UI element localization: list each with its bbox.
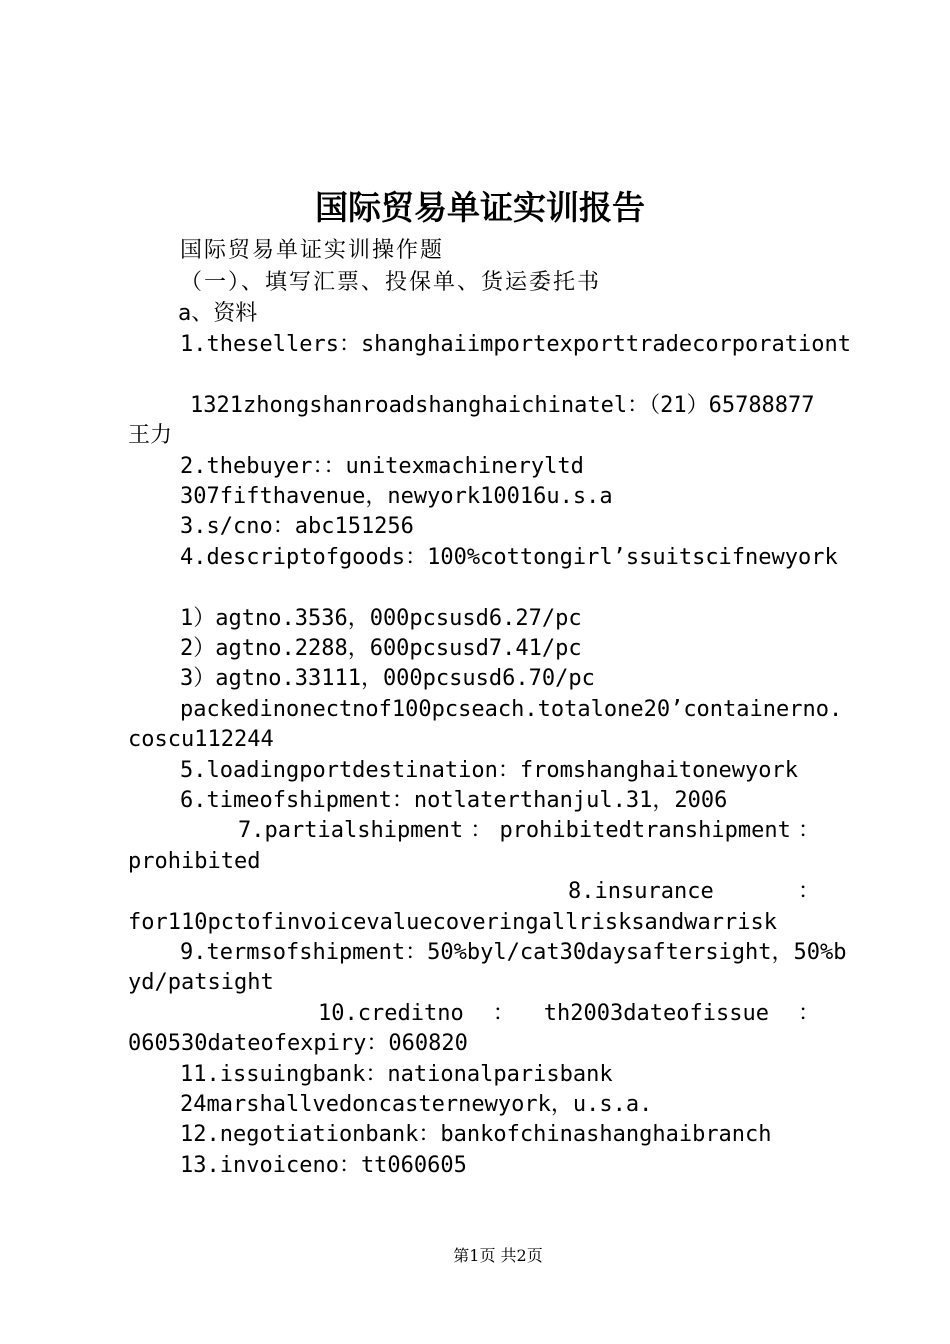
item-sc-no: 3.s/cno：abc151256	[180, 514, 414, 539]
item-credit	[318, 999, 820, 1029]
item-goods-1: 1）agtno.3536，000pcsusd6.27/pc	[180, 606, 582, 631]
item-time: 6.timeofshipment：notlaterthanjul.31，2006	[180, 788, 728, 813]
document-title: 国际贸易单证实训报告	[315, 188, 645, 227]
item-goods-3: 3）agtno.33111，000pcsusd6.70/pc	[180, 666, 595, 691]
item-insurance	[568, 877, 820, 907]
item-goods-2: 2）agtno.2288，600pcsusd7.41/pc	[180, 636, 582, 661]
item-negotiation-bank: 12.negotiationbank：bankofchinashanghaibranch	[180, 1122, 772, 1147]
item-packing-cont: coscu112244	[128, 727, 274, 752]
item-terms: 9.termsofshipment：50%byl/cat30daysaftersight，50%b	[180, 940, 847, 965]
item-buyer: 2.thebuyer：：unitexmachineryltd	[180, 454, 584, 479]
insurance-label: 8.insurance	[568, 879, 714, 904]
item-buyer-address: 307fifthavenue，newyork10016u.s.a	[180, 484, 613, 509]
credit-label: 10.creditno	[318, 1001, 464, 1026]
item-issuing-bank: 11.issuingbank：nationalparisbank	[180, 1062, 613, 1087]
item-credit-cont: 060530dateofexpiry：060820	[128, 1031, 468, 1056]
item-sellers-name: 王力	[128, 423, 173, 448]
item-partial	[238, 816, 820, 846]
item-insurance-cont: for110pctofinvoicevaluecoveringallrisksandwarrisk	[128, 910, 778, 935]
item-sellers-address: 1321zhongshanroadshanghaichinatel：（21）65788877	[190, 393, 815, 418]
page-footer: 第1页 共2页	[453, 1246, 543, 1265]
item-port: 5.loadingportdestination：fromshanghaitonewyork	[180, 758, 799, 783]
item-sellers: 1.thesellers：shanghaiimportexporttradecorporationt	[180, 332, 852, 357]
credit-colon-2: ：	[797, 1001, 820, 1026]
partial-colon-2: ：	[797, 818, 820, 843]
subtitle: 国际贸易单证实训操作题	[180, 238, 445, 263]
item-issuing-bank-address: 24marshallvedoncasternewyork，u.s.a.	[180, 1092, 653, 1117]
item-packing: packedinonectnof100pcseach.totalone20’containerno.	[180, 697, 843, 722]
credit-value: th2003dateofissue	[543, 1001, 769, 1026]
materials-label: a、资料	[178, 301, 258, 326]
item-goods: 4.descriptofgoods：100%cottongirl’ssuitscifnewyork	[180, 545, 838, 570]
partial-label: 7.partialshipment	[238, 818, 464, 843]
partial-colon: ：	[470, 818, 493, 843]
item-partial-cont: prohibited	[128, 849, 261, 874]
insurance-colon: ：	[797, 879, 820, 904]
item-terms-cont: yd/patsight	[128, 970, 274, 995]
credit-colon: ：	[492, 1001, 515, 1026]
section-heading: （一）、填写汇票、投保单、货运委托书	[180, 270, 602, 295]
partial-value: prohibitedtranshipment	[499, 818, 791, 843]
item-invoice-no: 13.invoiceno：tt060605	[180, 1153, 467, 1178]
